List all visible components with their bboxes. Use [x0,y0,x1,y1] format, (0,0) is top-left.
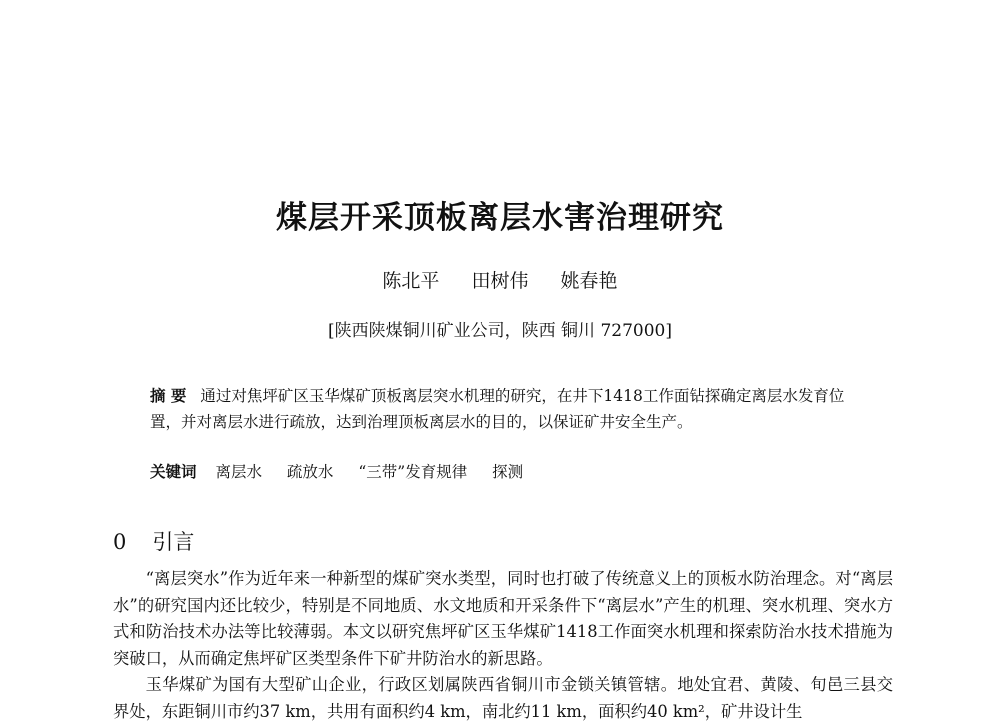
author-list [0,266,1000,293]
keyword: “三带”发育规律 [358,463,468,481]
body-paragraph: 玉华煤矿为国有大型矿山企业，行政区划属陕西省铜川市金锁关镇管辖。地处宜君、黄陵、旬邑三县交界处，东距铜川市约37 km，共用有面积约4 km，南北约11 km，面积约40 km²，矿井设计生 [113,675,893,721]
section-title: 引言 [152,530,195,554]
body-text [113,566,893,725]
keywords-label: 关键词 [150,462,197,481]
paper-title: 煤层开采顶板离层水害治理研究 [276,200,724,236]
keyword: 离层水 [215,463,262,481]
author-name: 田树伟 [471,270,529,292]
abstract-text: 通过对焦坪矿区玉华煤矿顶板离层突水机理的研究，在井下1418工作面钻探确定离层水发育位置，并对离层水进行疏放，达到治理顶板离层水的目的，以保证矿井安全生产。 [150,387,845,431]
abstract-label: 摘 要 [150,386,187,405]
affiliation: [陕西陕煤铜川矿业公司，陕西 铜川 727000] [328,321,672,341]
author-name: 姚春艳 [560,270,618,292]
author-name: 陈北平 [382,270,440,292]
abstract-block [150,383,862,435]
section-number: 0 [113,530,127,554]
keywords-block [150,460,543,482]
keyword: 疏放水 [286,463,334,481]
keyword: 探测 [492,463,524,481]
section-heading [113,526,194,556]
body-paragraph: “离层突水”作为近年来一种新型的煤矿突水类型，同时也打破了传统意义上的顶板水防治理念。对“离层水”的研究国内还比较少，特别是不同地质、水文地质和开采条件下“离层水”产生的机理、突水机理、突水方式和防治技术办法等比较薄弱。本文以研究焦坪矿区玉华煤矿1418工作面突水机理和探索防治水技术措施为突破口，从而确定焦坪矿区类型条件下矿井防治水的新思路。 [113,569,893,668]
